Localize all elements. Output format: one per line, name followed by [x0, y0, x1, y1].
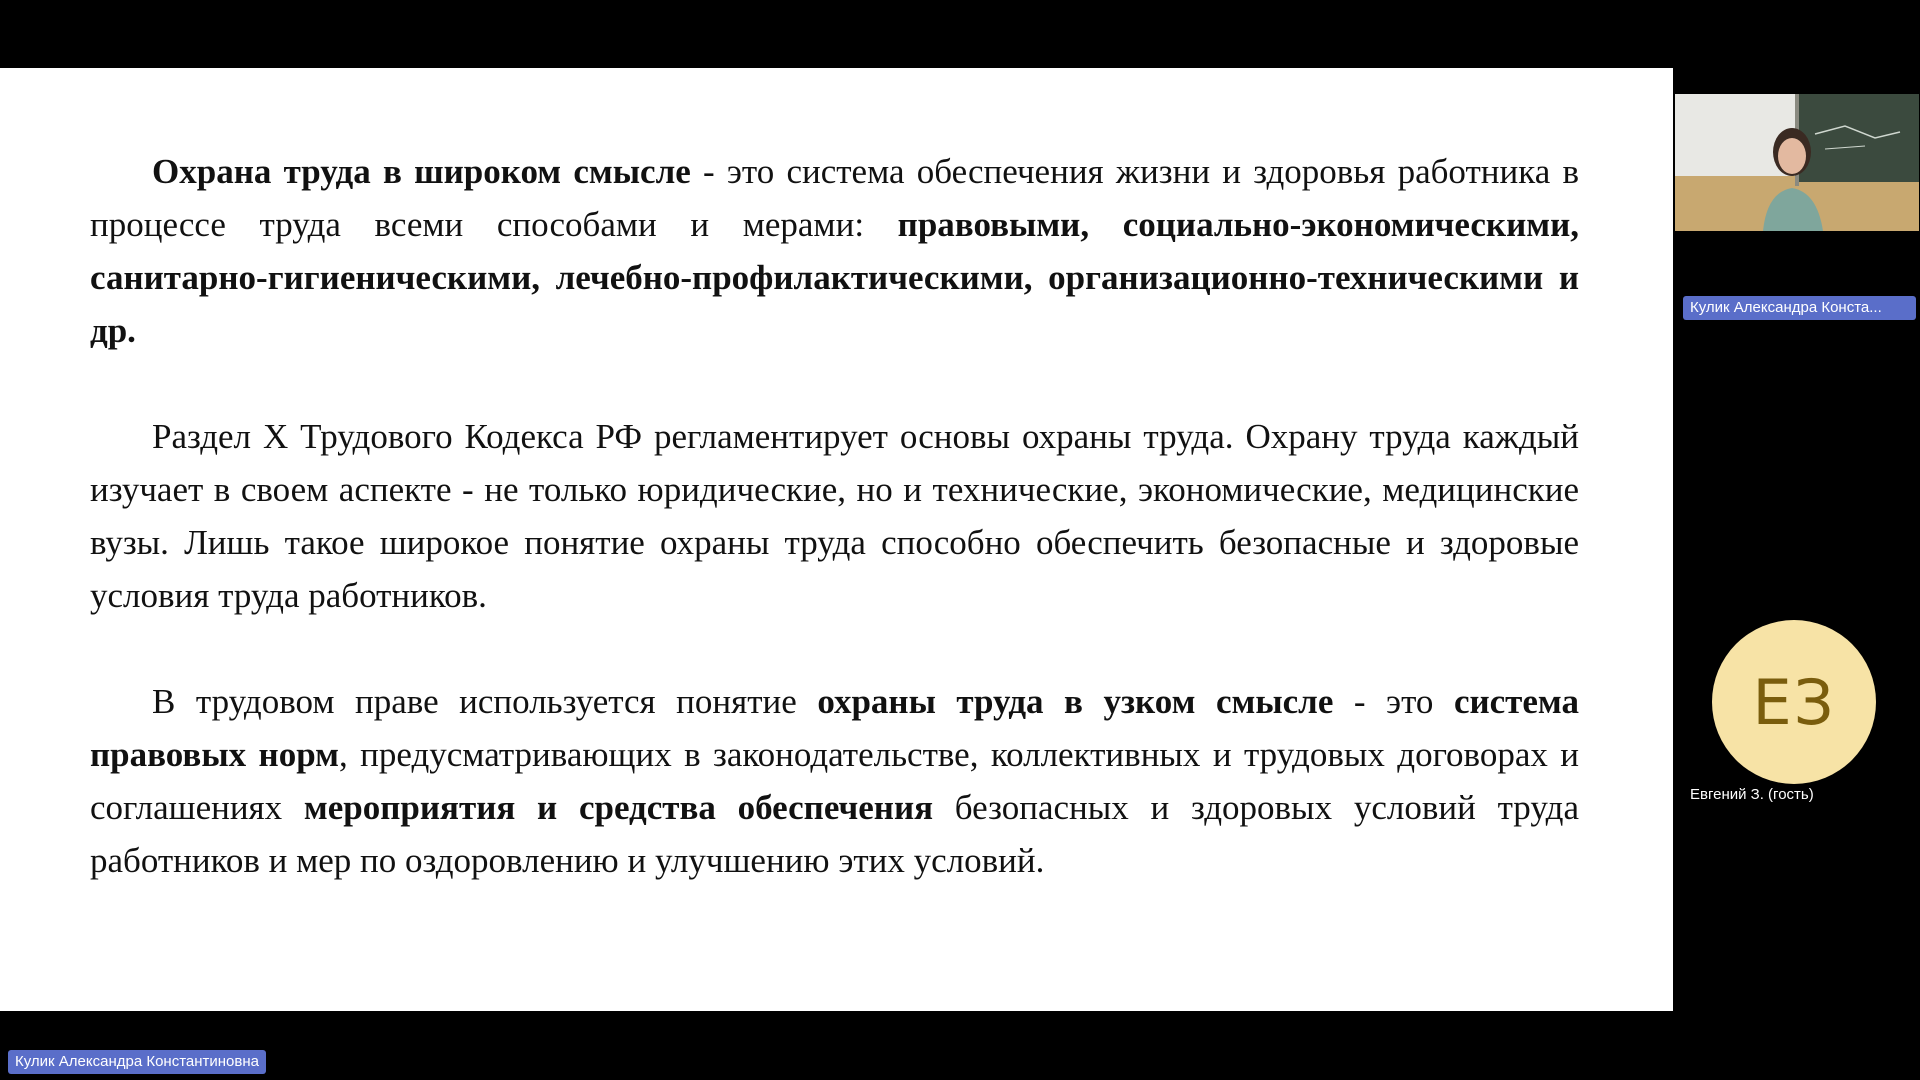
paragraph-2 [90, 410, 1579, 622]
paragraph-1 [90, 145, 1579, 357]
paragraph-2-text: Раздел X Трудового Кодекса РФ регламентирует основы охраны труда. Охрану труда каждый изучает в своем аспекте - не только юридические, но и технические, экономические, медицинские вузы. Лишь такое широкое понятие охраны труда способно обеспечить безопасные и здоровые условия труда работников. [90, 417, 1579, 615]
text-span: - это система обеспечения жизни и здоровья работника в процессе труда всеми способами и мерами: [90, 152, 1579, 244]
bold-term: система правовых норм [90, 682, 1580, 774]
screen-share-presenter-label: Кулик Александра Константиновна [8, 1050, 266, 1074]
bold-term: мероприятия и средства обеспечения [303, 788, 934, 827]
text-span: - это [1333, 682, 1454, 721]
text-span: безопасных и здоровых условий труда работников и мер по оздоровлению и улучшению этих условий. [90, 788, 1579, 880]
bold-term: Охрана труда в широком смысле [152, 152, 691, 191]
text-span: В трудовом праве используется понятие [152, 682, 818, 721]
presenter-video-tile[interactable] [1675, 94, 1919, 231]
bold-term: охраны труда в узком смысле [817, 682, 1334, 721]
presenter-name-tag: Кулик Александра Конста... [1683, 296, 1916, 320]
shared-slide [0, 68, 1673, 1011]
bold-term: правовыми, социально-экономическими, санитарно-гигиеническими, лечебно-профилактическими, организационно-техническими и др. [90, 205, 1579, 350]
paragraph-3 [90, 675, 1579, 887]
text-span: , предусматривающих в законодательстве, коллективных и трудовых договорах и соглашениях [90, 735, 1579, 827]
paragraph-1-text [90, 145, 1579, 357]
guest-name-label: Евгений З. (гость) [1690, 786, 1814, 803]
guest-avatar[interactable] [1712, 620, 1876, 784]
guest-initials: ЕЗ [1752, 665, 1836, 739]
presenter-video-icon [1675, 94, 1919, 231]
paragraph-3-text [90, 675, 1579, 887]
